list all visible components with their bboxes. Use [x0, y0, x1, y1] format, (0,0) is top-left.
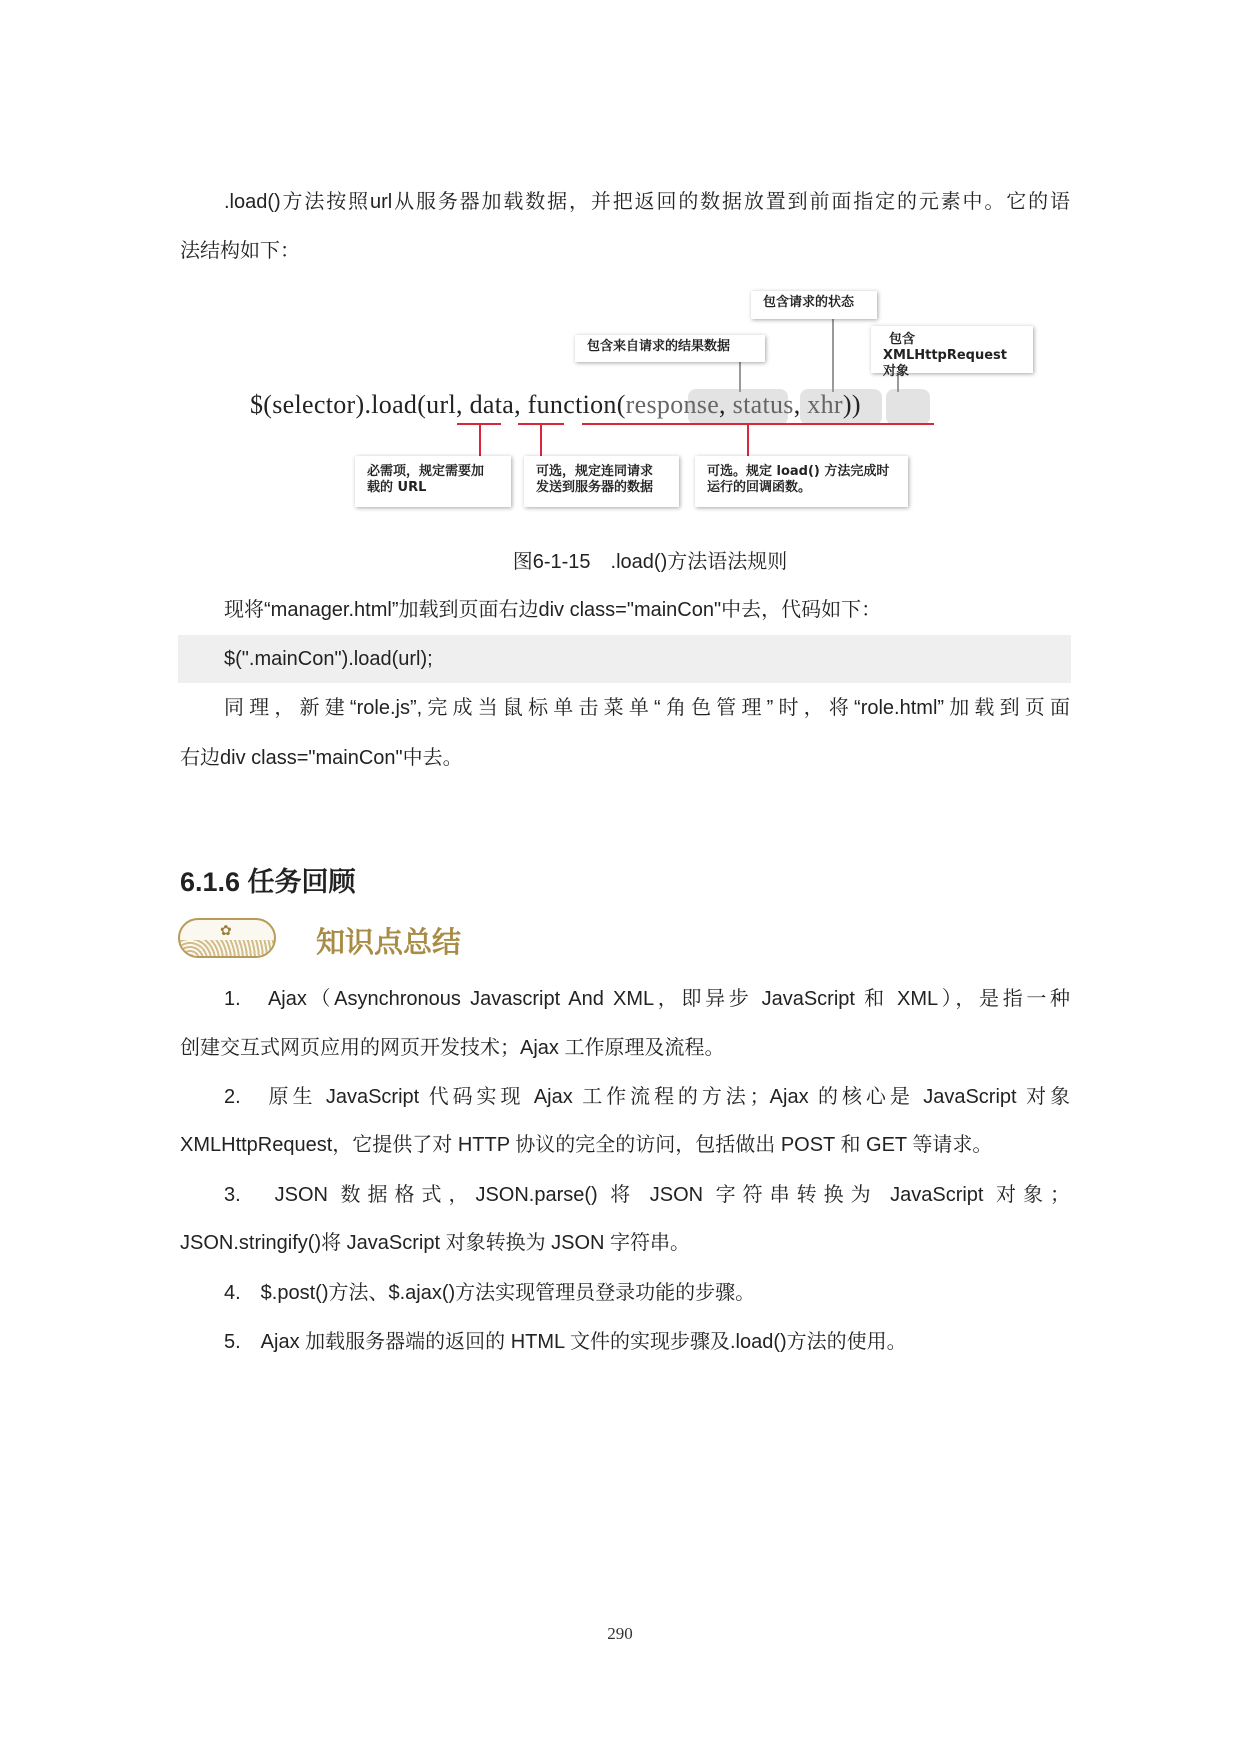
page-number: 290	[607, 1624, 633, 1643]
note-xhr-line-1: 包含	[889, 332, 916, 347]
summary-item-2-line-2: XMLHttpRequest，它提供了对 HTTP 协议的完全的访问，包括做出 POST 和 GET 等请求。	[180, 1134, 993, 1156]
para-role-line-2: 右边div class="mainCon"中去。	[180, 747, 463, 769]
figure-caption: 图6-1-15 .load()方法语法规则	[512, 551, 788, 573]
intro-line-1: .load()方法按照url从服务器加载数据，并把返回的数据放置到前面指定的元素中。它的语	[224, 191, 1070, 213]
summary-item-2-line-1: 2. 原生 JavaScript 代码实现 Ajax 工作流程的方法；Ajax 的核心是 JavaScript 对象	[224, 1086, 1070, 1108]
note-fn-line-1: 可选。规定 load() 方法完成时	[707, 464, 890, 479]
code-text: $(".mainCon").load(url);	[224, 648, 433, 670]
connector-response	[739, 362, 741, 392]
para-role-line-1: 同理，新建“role.js”,完成当鼠标单击菜单“角色管理”时，将“role.html”加载到页面	[224, 697, 1070, 719]
code-sep: ,	[793, 390, 808, 419]
summary-item-1-line-2: 创建交互式网页应用的网页开发技术；Ajax 工作原理及流程。	[180, 1037, 725, 1059]
note-function	[695, 456, 908, 507]
note-url	[355, 456, 511, 507]
section-heading: 6.1.6 任务回顾	[180, 867, 356, 897]
summary-item-1-line-1: 1. Ajax（Asynchronous Javascript And XML，即异步 JavaScript 和 XML），是指一种	[224, 988, 1070, 1010]
note-fn-line-2: 运行的回调函数。	[707, 480, 812, 495]
note-url-line-2: 载的 URL	[367, 480, 427, 495]
highlight-xhr	[886, 389, 930, 425]
note-xhr-line-2: XMLHttpRequest 对象	[883, 348, 1008, 379]
note-response: 包含来自请求的结果数据	[575, 335, 765, 362]
summary-item-3-line-2: JSON.stringify()将 JavaScript 对象转换为 JSON 字符串。	[180, 1232, 691, 1254]
load-syntax-code	[250, 390, 861, 420]
connector-data	[540, 424, 542, 456]
underline-function	[582, 423, 934, 425]
param-xhr: xhr	[807, 390, 843, 419]
note-status: 包含请求的状态	[751, 291, 877, 319]
code-sep: ,	[719, 390, 733, 419]
code-prefix: $(selector).load(url, data, function(	[250, 390, 626, 419]
note-url-line-1: 必需项，规定需要加	[367, 464, 485, 479]
summary-item-3-line-1: 3. JSON 数据格式，JSON.parse() 将 JSON 字符串转换为 JavaScript 对象；	[224, 1184, 1070, 1206]
summary-item-5: 5. Ajax 加载服务器端的返回的 HTML 文件的实现步骤及.load()方法的使用。	[224, 1331, 907, 1353]
note-xhr	[871, 326, 1033, 379]
connector-function	[747, 424, 749, 456]
summary-title: 知识点总结	[316, 927, 462, 959]
connector-url	[479, 424, 481, 456]
note-data-line-2: 发送到服务器的数据	[536, 480, 654, 495]
summary-item-4: 4. $.post()方法、$.ajax()方法实现管理员登录功能的步骤。	[224, 1282, 756, 1304]
intro-line-2: 法结构如下：	[180, 240, 300, 262]
note-data-line-1: 可选，规定连同请求	[536, 464, 654, 479]
para-manager: 现将“manager.html”加载到页面右边div class="mainCon"中去，代码如下：	[224, 599, 882, 621]
note-data	[524, 456, 679, 507]
param-response: response	[625, 390, 720, 419]
param-status: status	[732, 390, 794, 419]
connector-status	[832, 319, 834, 392]
code-suffix: ))	[842, 390, 861, 419]
summary-badge-icon: ✿	[178, 918, 276, 958]
